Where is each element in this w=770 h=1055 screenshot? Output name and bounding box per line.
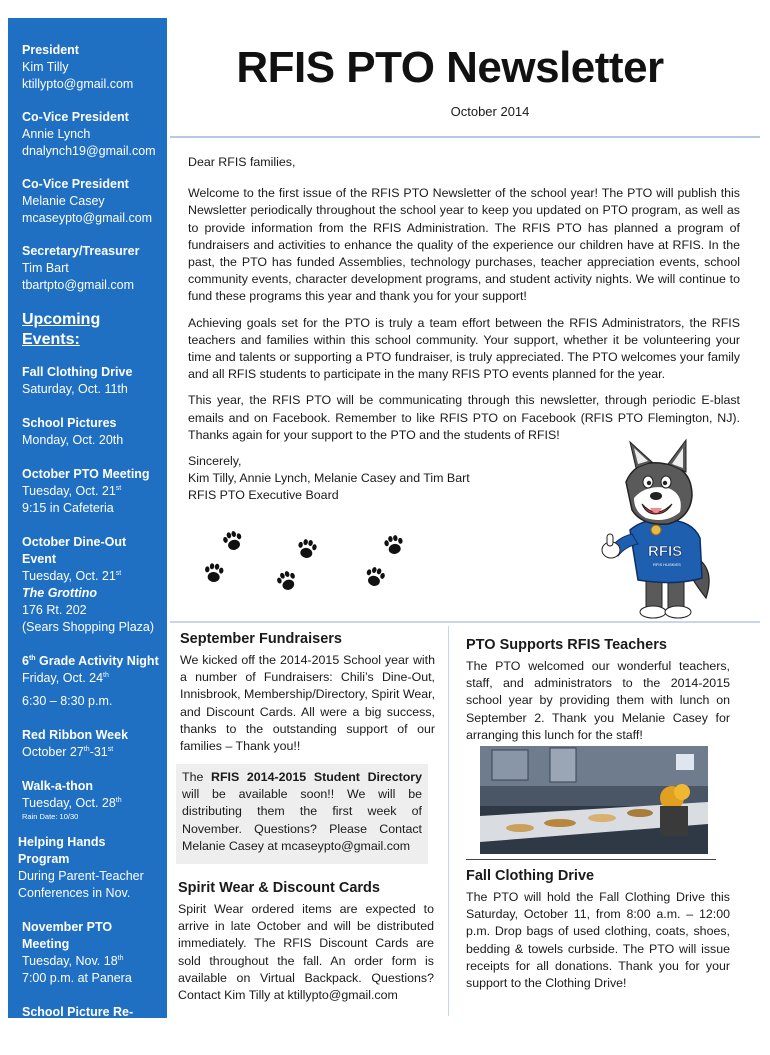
- newsletter-title: RFIS PTO Newsletter: [236, 43, 664, 92]
- event-date: Friday, Oct. 24th: [22, 671, 109, 685]
- event-detail: Conferences in Nov.: [18, 886, 131, 900]
- paw-print-icon: [294, 536, 319, 561]
- event-fall-clothing-drive: [22, 364, 159, 398]
- column-divider: [448, 626, 449, 1016]
- event-time: 6:30 – 8:30 p.m.: [22, 694, 113, 708]
- officer-role: Co-Vice President: [22, 177, 129, 191]
- officer-name: Kim Tilly: [22, 60, 69, 74]
- event-date: Tuesday, Oct. 28th: [22, 796, 122, 810]
- event-title: School Picture Re-Takes: [22, 1005, 134, 1036]
- event-address: 176 Rt. 202: [22, 603, 87, 617]
- event-date: Saturday, Oct. 11th: [22, 382, 128, 396]
- event-walk-a-thon: [22, 778, 159, 822]
- event-title: School Pictures: [22, 416, 117, 430]
- section-body: The PTO welcomed our wonderful teachers, staff, and administrators to the 2014-2015 school year by providing them with lunch on September 2. Thank you Melanie Casey for arranging this lunch for the staff!: [466, 659, 730, 742]
- spirit-wear-section: [178, 879, 434, 1004]
- event-time: 7:00 p.m. at Panera: [22, 971, 132, 985]
- divider: [466, 859, 716, 860]
- officer-email[interactable]: tbartpto@gmail.com: [22, 278, 135, 292]
- officer-role: President: [22, 43, 79, 57]
- officer-secretary-treasurer: [22, 243, 159, 294]
- officer-email[interactable]: ktillypto@gmail.com: [22, 77, 134, 91]
- officer-name: Tim Bart: [22, 261, 69, 275]
- event-school-pictures: [22, 415, 159, 449]
- event-title: October PTO Meeting: [22, 467, 150, 481]
- event-october-pto-meeting: [22, 466, 159, 517]
- event-date: Tuesday, Oct. 21st: [22, 484, 122, 498]
- officer-email[interactable]: mcaseypto@gmail.com: [22, 211, 153, 225]
- event-title: 6th Grade Activity Night: [22, 654, 159, 668]
- section-title: Fall Clothing Drive: [466, 868, 595, 884]
- event-date: Tuesday, Nov. 18th: [22, 954, 124, 968]
- event-title: November PTO Meeting: [22, 920, 113, 951]
- officer-name: Annie Lynch: [22, 127, 91, 141]
- event-dine-out: [22, 534, 159, 636]
- husky-mascot-image: [596, 438, 718, 620]
- event-venue: The Grottino: [22, 586, 97, 600]
- letter-paragraph: Achieving goals set for the PTO is truly a team effort between the RFIS Administrators, the RFIS teachers and families within this school community. Your support, whether it be volunteering your time and talents or supporting a PTO fundraiser, is truly appreciated. The PTO welcomes your family and all RFIS students to participate in the many RFIS PTO events planned for the year.: [188, 315, 740, 382]
- event-helping-hands: [18, 834, 159, 902]
- fall-clothing-drive-section: [466, 867, 730, 992]
- letter-board: RFIS PTO Executive Board: [188, 488, 339, 503]
- section-title: September Fundraisers: [180, 631, 342, 647]
- mascot-shirt-text: RFIS: [648, 543, 683, 560]
- officer-role: Secretary/Treasurer: [22, 244, 140, 258]
- paw-print-icon: [381, 532, 406, 557]
- sidebar: [8, 18, 167, 1053]
- mascot-shirt-subtext: RFIS HUSKIES: [653, 562, 681, 567]
- event-6th-grade-activity-night: [22, 653, 159, 710]
- paw-print-icon: [220, 528, 247, 555]
- officer-role: Co-Vice President: [22, 110, 129, 124]
- event-address-detail: (Sears Shopping Plaza): [22, 620, 155, 634]
- event-title: Walk-a-thon: [22, 779, 94, 793]
- paw-print-icon: [273, 567, 301, 595]
- event-rain-date: Rain Date: 10/30: [22, 812, 79, 821]
- letter-closing: Sincerely,: [188, 454, 242, 469]
- letter-paragraph: Welcome to the first issue of the RFIS PTO Newsletter of the school year! The PTO will publish this Newsletter periodically throughout the school year to keep you updated on PTO program, as well as to provide information from the RFIS Administration. The RFIS PTO has planned a program of fundraisers and activities to enhance the quality of the experience our children have at RFIS. In the past, the PTO has funded Assemblies, technology purchases, teacher appreciation events, school community events, character development programs, and student activity nights. We will continue to fund these programs this year and thank you for your support!: [188, 186, 740, 304]
- paw-print-icon: [362, 564, 389, 591]
- teacher-lunch-photo: [480, 746, 708, 854]
- event-date: October 27th-31st: [22, 745, 114, 759]
- student-directory-box: The RFIS 2014-2015 Student Directory will be available soon!! We will be distributing them the first week of November. Questions? Please Contact Melanie Casey at mcaseypto@gmail.com: [176, 764, 428, 864]
- event-location: 9:15 in Cafeteria: [22, 501, 114, 515]
- pto-supports-teachers-section: [466, 636, 730, 744]
- section-title: PTO Supports RFIS Teachers: [466, 637, 667, 653]
- event-date: Friday, Nov. 21st: [22, 1039, 111, 1053]
- event-title: October Dine-Out Event: [22, 535, 127, 566]
- officer-email[interactable]: dnalynch19@gmail.com: [22, 144, 156, 158]
- letter-signers: Kim Tilly, Annie Lynch, Melanie Casey and Tim Bart: [188, 471, 470, 486]
- paw-print-icon: [202, 561, 226, 585]
- section-body: Spirit Wear ordered items are expected to arrive in late October and will be distributed immediately. The RFIS Discount Cards are sold throughout the fall. An order form is available on Virtual Backpack. Questions? Contact Kim Tilly at ktillypto@gmail.com: [178, 902, 434, 1003]
- section-body: We kicked off the 2014-2015 School year with a number of Fundraisers: Chili’s Dine-Out, Innisbrook, Membership/Directory, Spirit Wear, and Discount Cards. All were a big success, thanks to the outstanding support of our families – Thank you!!: [180, 653, 436, 754]
- officer-president: [22, 42, 159, 93]
- event-title: Red Ribbon Week: [22, 728, 129, 742]
- officer-name: Melanie Casey: [22, 194, 105, 208]
- september-fundraisers-section: [180, 630, 435, 755]
- newsletter-date: October 2014: [450, 104, 530, 119]
- letter-greeting: Dear RFIS families,: [188, 155, 296, 169]
- event-picture-retakes: [22, 1004, 159, 1055]
- section-title: Spirit Wear & Discount Cards: [178, 880, 380, 896]
- event-detail: During Parent-Teacher: [18, 869, 144, 883]
- divider: [170, 621, 760, 623]
- directory-highlight: RFIS 2014-2015 Student Directory: [211, 770, 422, 784]
- officer-co-vice-president-1: [22, 109, 159, 160]
- letter-paragraph: This year, the RFIS PTO will be communicating through this newsletter, through periodic E-blast emails and on Facebook. Remember to like RFIS PTO on Facebook (RFIS PTO Flemington, NJ). Thanks again for your support to the PTO and the students of RFIS!: [188, 393, 740, 442]
- event-title: Fall Clothing Drive: [22, 365, 133, 379]
- event-red-ribbon-week: [22, 727, 159, 761]
- event-date: Monday, Oct. 20th: [22, 433, 124, 447]
- event-november-pto-meeting: [22, 919, 159, 987]
- event-title: Helping Hands Program: [18, 835, 106, 866]
- section-body: The PTO will hold the Fall Clothing Drive this Saturday, October 11, from 8:00 a.m. – 12:00 p.m. Drop bags of used clothing, coats, shoes, bedding & towels curbside. The PTO will issue receipts for all donations. Thank you for your support to the Clothing Drive!: [466, 890, 730, 991]
- officer-co-vice-president-2: [22, 176, 159, 227]
- divider: [170, 136, 760, 138]
- event-date: Tuesday, Oct. 21st: [22, 569, 122, 583]
- upcoming-events-heading: Upcoming Events:: [22, 311, 101, 348]
